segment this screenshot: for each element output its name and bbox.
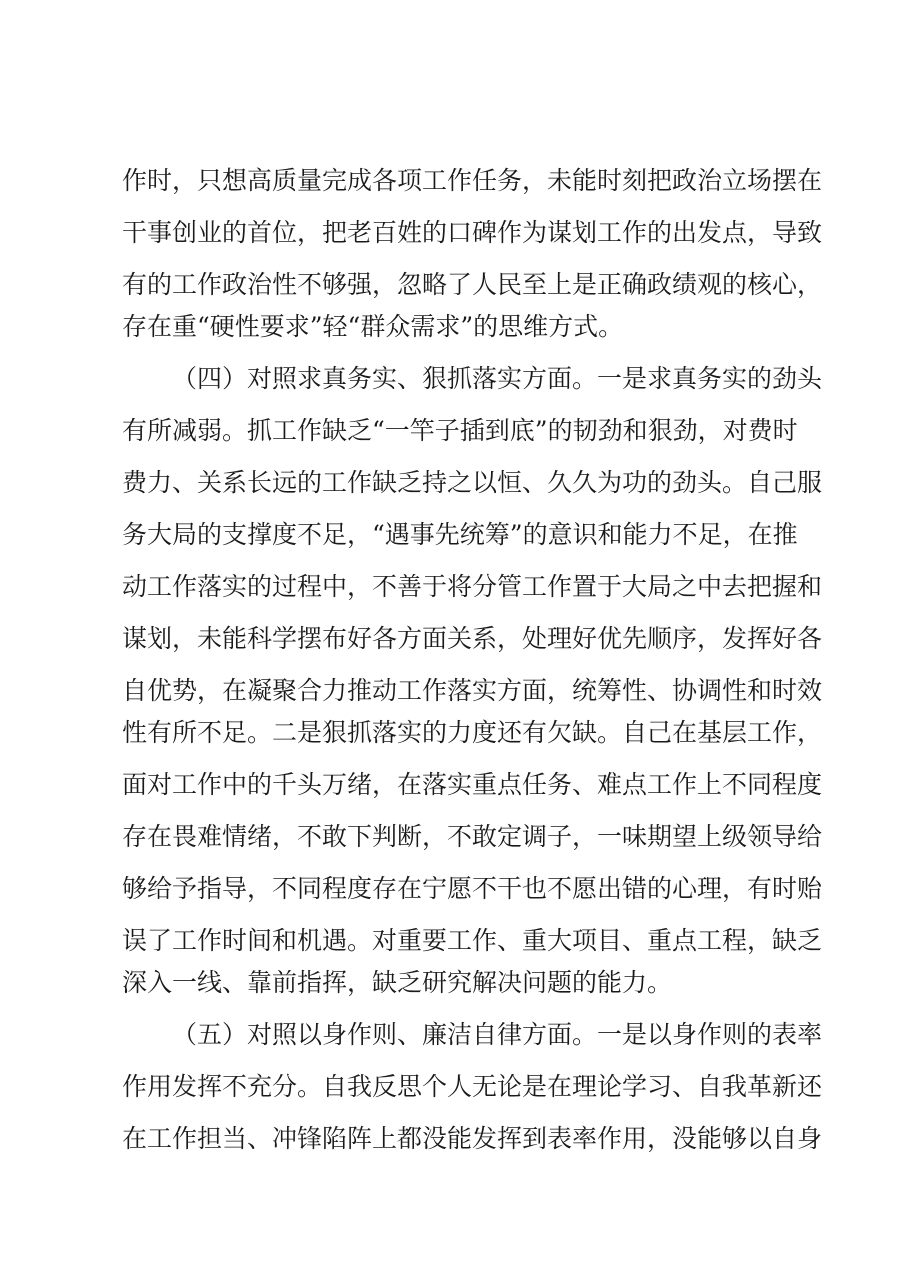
section-heading-four: （四）对照求真务实、狠抓落实方面。一是求真务实的劲头	[172, 364, 823, 393]
text-line: 够给予指导，不同程度存在宁愿不干也不愿出错的心理，有时贻	[122, 874, 823, 903]
text-line: 深入一线、靠前指挥，缺乏研究解决问题的能力。	[122, 968, 673, 997]
text-line: 动工作落实的过程中，不善于将分管工作置于大局之中去把握和	[122, 572, 823, 601]
text-line: 自优势，在凝聚合力推动工作落实方面，统筹性、协调性和时效	[122, 676, 823, 705]
text-line: 作用发挥不充分。自我反思个人无论是在理论学习、自我革新还	[122, 1072, 823, 1101]
text-line: 谋划，未能科学摆布好各方面关系，处理好优先顺序，发挥好各	[122, 624, 823, 653]
text-line: 作时，只想高质量完成各项工作任务，未能时刻把政治立场摆在	[122, 166, 823, 195]
text-line: 存在畏难情绪，不敢下判断，不敢定调子，一味期望上级领导给	[122, 822, 823, 851]
text-line: 务大局的支撑度不足，“遇事先统筹”的意识和能力不足，在推	[122, 520, 798, 549]
text-line: 面对工作中的千头万绪，在落实重点任务、难点工作上不同程度	[122, 770, 823, 799]
text-line: 存在重“硬性要求”轻“群众需求”的思维方式。	[122, 312, 624, 341]
text-line: 有的工作政治性不够强，忽略了人民至上是正确政绩观的核心，	[122, 270, 823, 299]
section-heading-five: （五）对照以身作则、廉洁自律方面。一是以身作则的表率	[172, 1020, 823, 1049]
text-line: 性有所不足。二是狠抓落实的力度还有欠缺。自己在基层工作，	[122, 718, 823, 747]
text-line: 干事创业的首位，把老百姓的口碑作为谋划工作的出发点，导致	[122, 218, 823, 247]
text-line: 有所减弱。抓工作缺乏“一竿子插到底”的韧劲和狠劲，对费时	[122, 416, 798, 445]
text-line: 在工作担当、冲锋陷阵上都没能发挥到表率作用，没能够以自身	[122, 1124, 823, 1153]
text-line: 误了工作时间和机遇。对重要工作、重大项目、重点工程，缺乏	[122, 926, 823, 955]
text-line: 费力、关系长远的工作缺乏持之以恒、久久为功的劲头。自己服	[122, 468, 823, 497]
